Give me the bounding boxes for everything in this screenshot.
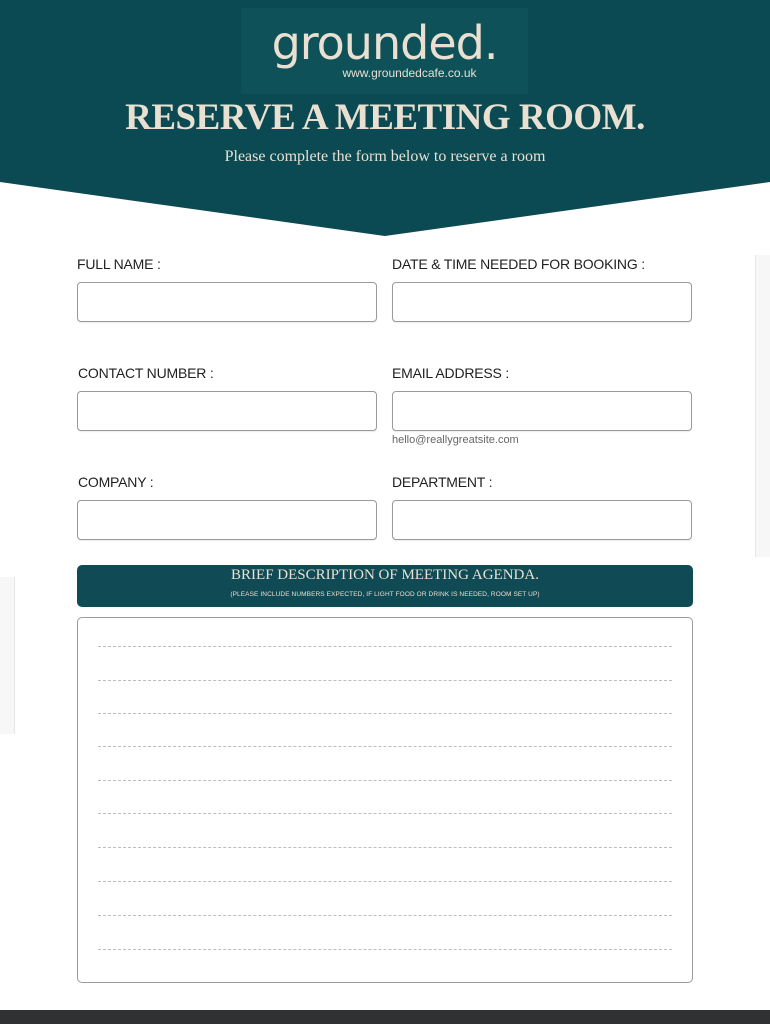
agenda-line <box>98 915 672 916</box>
email-label: EMAIL ADDRESS : <box>392 365 510 381</box>
footer-bar <box>0 1010 770 1024</box>
agenda-line <box>98 746 672 747</box>
agenda-line <box>98 881 672 882</box>
email-hint: hello@reallygreatsite.com <box>392 434 519 446</box>
agenda-header <box>77 565 693 607</box>
logo-url: www.groundedcafe.co.uk <box>342 66 477 80</box>
company-label: COMPANY : <box>78 474 154 490</box>
department-field[interactable] <box>392 500 692 540</box>
logo <box>241 8 528 94</box>
agenda-line <box>98 646 672 647</box>
date-time-field[interactable] <box>392 282 692 322</box>
agenda-textarea[interactable] <box>77 617 693 983</box>
page-title: RESERVE A MEETING ROOM. <box>125 97 645 138</box>
contact-number-label: CONTACT NUMBER : <box>78 365 214 381</box>
agenda-line <box>98 780 672 781</box>
agenda-line <box>98 813 672 814</box>
email-field[interactable] <box>392 391 692 431</box>
logo-wordmark: grounded. <box>271 16 498 70</box>
date-time-label: DATE & TIME NEEDED FOR BOOKING : <box>392 256 645 272</box>
side-strip-right <box>755 255 770 557</box>
agenda-line <box>98 949 672 950</box>
company-field[interactable] <box>77 500 377 540</box>
agenda-line <box>98 847 672 848</box>
agenda-note: (PLEASE INCLUDE NUMBERS EXPECTED, IF LIGHT FOOD OR DRINK IS NEEDED, ROOM SET UP) <box>230 591 540 598</box>
contact-number-field[interactable] <box>77 391 377 431</box>
side-strip-left <box>0 577 15 734</box>
full-name-label: FULL NAME : <box>77 256 161 272</box>
full-name-field[interactable] <box>77 282 377 322</box>
page-subtitle: Please complete the form below to reserve a room <box>224 148 546 165</box>
department-label: DEPARTMENT : <box>392 474 493 490</box>
agenda-title: BRIEF DESCRIPTION OF MEETING AGENDA. <box>231 567 539 583</box>
agenda-line <box>98 680 672 681</box>
agenda-line <box>98 713 672 714</box>
